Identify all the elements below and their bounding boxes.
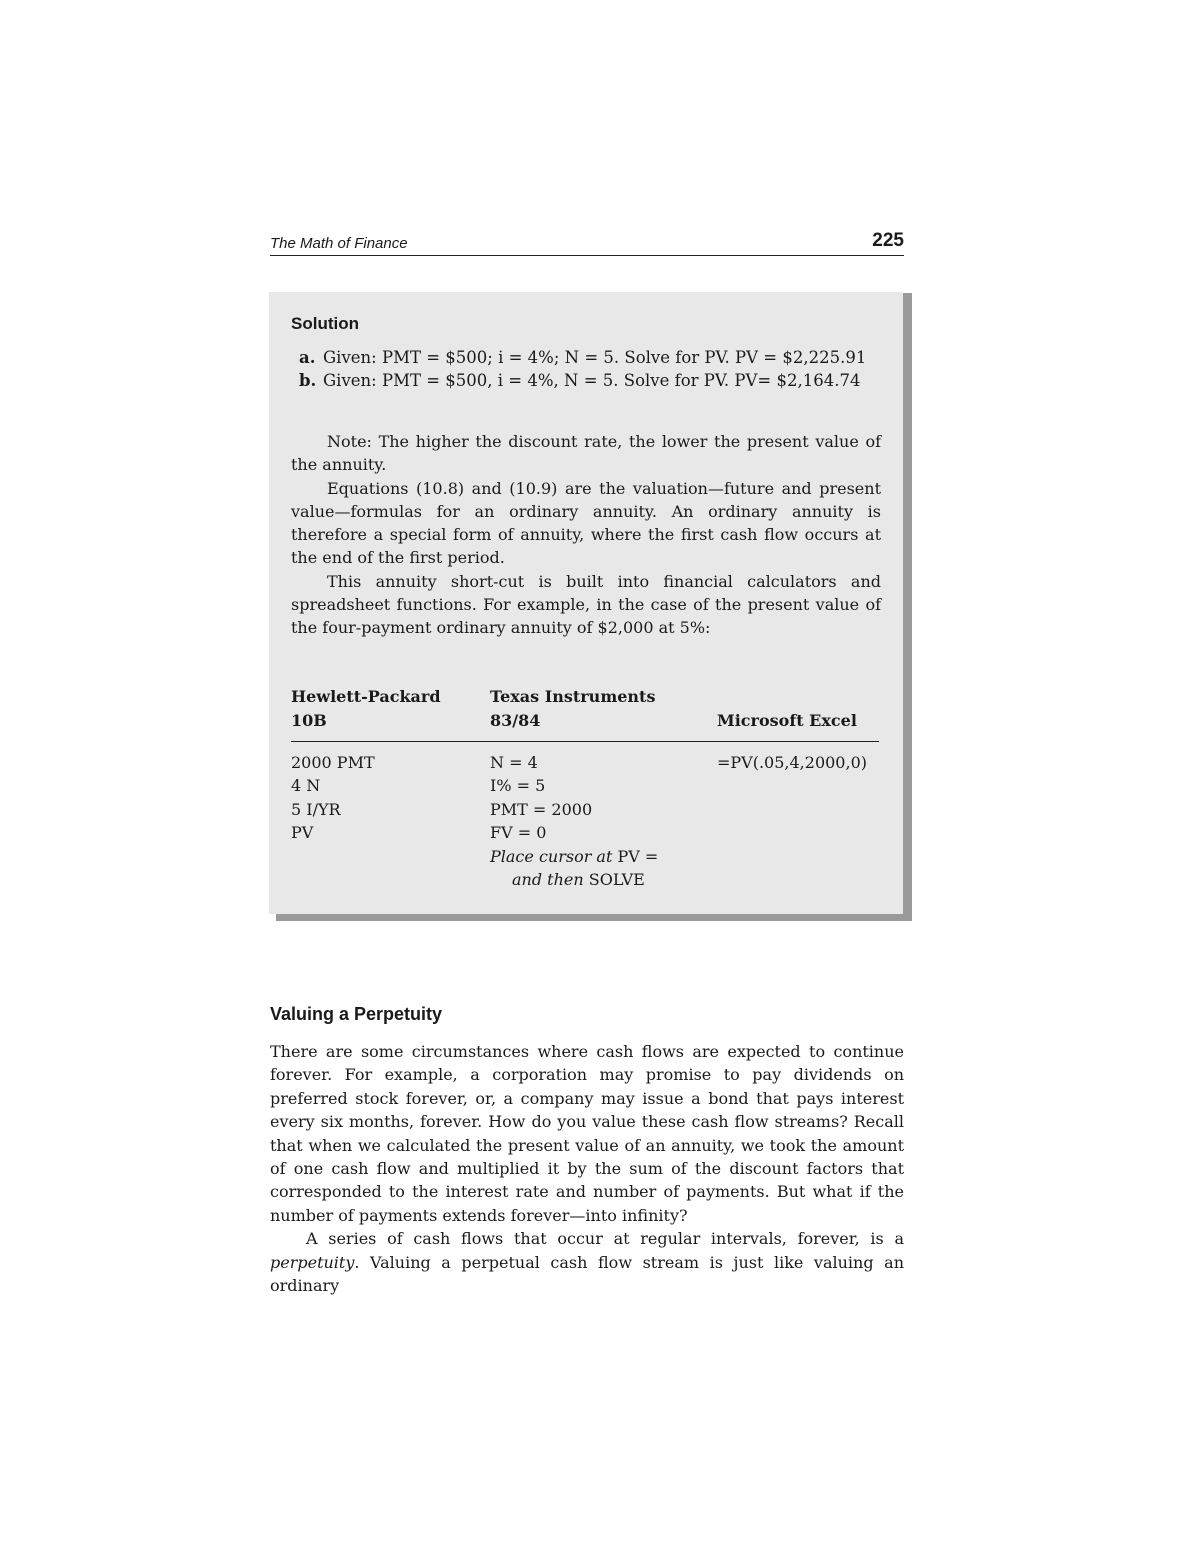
header-line: 83/84 [490,711,541,730]
section-heading: Valuing a Perpetuity [270,1004,443,1024]
table-cell: 5 I/YR [291,799,341,819]
header-line: Texas Instruments [490,687,656,706]
table-cell: =PV(.05,4,2000,0) [717,753,867,772]
body-text-run: . Valuing a perpetual cash flow stream is just like valuing an ordinary [270,1252,904,1296]
term-perpetuity: perpetuity [270,1252,355,1272]
header-line: Hewlett-Packard [291,687,441,706]
table-cell: PV [291,823,314,843]
solution-heading: Solution [291,314,359,333]
equations-paragraph: Equations (10.8) and (10.9) are the valuation—future and present value—formulas for an ordinary annuity. An ordinary annuity is therefore a special form of annuity, where the first cash flow occurs at the end of the first period. [291,479,881,567]
then-instruction: and then [512,870,584,890]
table-cell [490,868,658,891]
column-header-hp [291,685,441,733]
shortcut-paragraph: This annuity short-cut is built into financial calculators and spreadsheet functions. For example, in the case of the present value of the four-payment ordinary annuity of $2,000 at 5%: [291,572,881,637]
section-body [270,1040,904,1297]
body-paragraph: There are some circumstances where cash flows are expected to continue forever. For example, a corporation may promise to pay dividends on preferred stock forever, or, a company may issue a bond that pays interest every six months, forever. How do you value these cash flow streams? Recall that when we calculated the present value of an annuity, we took the amount of one cash flow and multiplied it by the sum of the discount factors that corresponded to the interest rate and number of payments. But what if the number of payments extends forever—into infinity? [270,1042,904,1225]
page-number: 225 [872,230,904,251]
table-cell: PMT = 2000 [490,799,593,819]
excel-column [717,751,867,774]
table-cell: N = 4 [490,753,538,772]
body-paragraph [270,1227,904,1297]
answer-b [299,371,860,390]
cursor-target: PV = [612,846,659,866]
ti-column [490,751,658,891]
table-cell: I% = 5 [490,776,546,796]
table-cell: 4 N [291,776,321,796]
solve-keyword: SOLVE [583,870,645,890]
column-header-excel: Microsoft Excel [717,711,857,730]
header-line: 10B [291,711,327,730]
body-text-run: A series of cash flows that occur at regular intervals, forever, is a [306,1229,904,1249]
column-header-ti [490,685,655,733]
cursor-instruction: Place cursor at [490,846,613,866]
answer-a [299,348,866,367]
note-paragraph: Note: The higher the discount rate, the lower the present value of the annuity. [291,432,881,474]
answer-text: Given: PMT = $500, i = 4%, N = 5. Solve for PV. PV= $2,164.74 [323,371,861,390]
table-rule [291,741,879,742]
running-title: The Math of Finance [270,235,408,252]
page-header [270,228,904,256]
table-cell: 2000 PMT [291,753,375,772]
solution-box [269,292,903,914]
answer-label: a. [299,348,316,367]
hp-column [291,751,375,845]
answer-label: b. [299,371,317,390]
table-cell: FV = 0 [490,823,547,843]
table-cell [490,845,658,868]
answer-text: Given: PMT = $500; i = 4%; N = 5. Solve for PV. PV = $2,225.91 [323,348,867,367]
